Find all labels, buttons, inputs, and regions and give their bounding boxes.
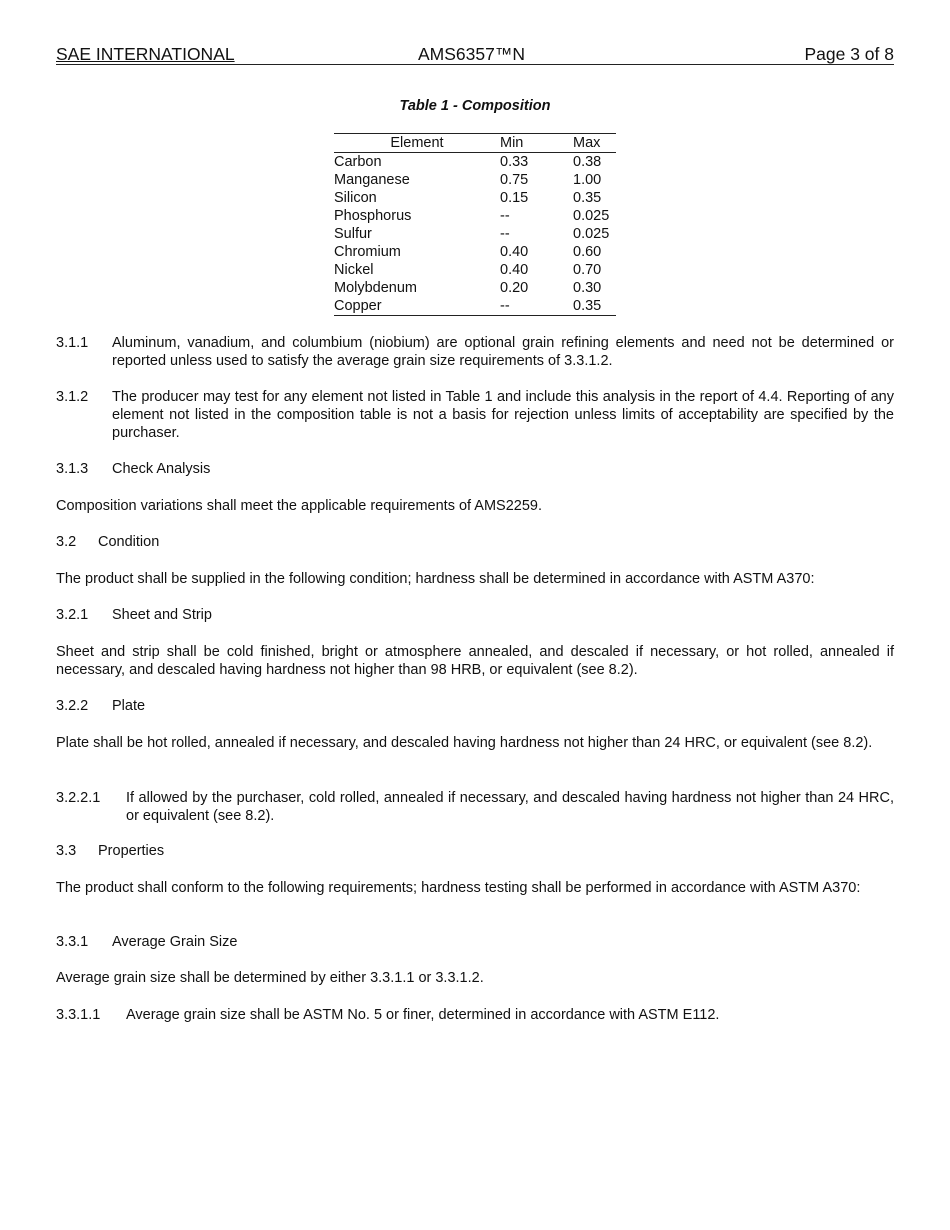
- section-number: 3.1.1: [56, 335, 89, 351]
- table-row: [334, 189, 616, 207]
- element-cell: Phosphorus: [334, 208, 412, 224]
- element-cell: Nickel: [334, 262, 374, 278]
- section-3-3-1-heading: [56, 933, 894, 951]
- element-cell: Silicon: [334, 190, 377, 206]
- page-header: [56, 44, 894, 65]
- max-cell: 1.00: [573, 172, 602, 188]
- min-cell: 0.75: [500, 172, 529, 188]
- section-number: 3.2: [56, 534, 77, 550]
- section-number: 3.1.3: [56, 461, 89, 477]
- paragraph-sheet-and-strip: Sheet and strip shall be cold finished, bright or atmosphere annealed, and descaled if necessary, or hot rolled, annealed if necessary, and descaled having hardness not higher than 98 HRB, or equivalent (see 8.2).: [56, 644, 894, 678]
- section-number: 3.2.1: [56, 607, 89, 623]
- section-number: 3.2.2: [56, 698, 89, 714]
- min-cell: --: [500, 226, 510, 242]
- element-cell: Sulfur: [334, 226, 372, 242]
- page-number: Page 3 of 8: [804, 44, 894, 64]
- column-header-element: Element: [334, 134, 500, 153]
- max-cell: 0.025: [573, 226, 610, 242]
- section-3-1-3-heading: [56, 460, 894, 478]
- section-3-2-2-heading: [56, 697, 894, 715]
- paragraph-average-grain-size: Average grain size shall be determined by either 3.3.1.1 or 3.3.1.2.: [56, 970, 484, 986]
- max-cell: 0.025: [573, 208, 610, 224]
- paragraph-condition: The product shall be supplied in the following condition; hardness shall be determined in accordance with ASTM A370:: [56, 571, 815, 587]
- min-cell: 0.33: [500, 154, 529, 170]
- table-row: [334, 243, 616, 261]
- table-row: [334, 153, 616, 172]
- section-title: Check Analysis: [112, 461, 211, 477]
- table-row: [334, 261, 616, 279]
- section-3-1-1: [56, 334, 894, 370]
- max-cell: 0.30: [573, 280, 602, 296]
- section-number: 3.2.2.1: [56, 790, 101, 806]
- section-number: 3.3.1.1: [56, 1007, 101, 1023]
- section-title: Condition: [98, 534, 160, 550]
- table-row: [334, 279, 616, 297]
- section-3-2-1-heading: [56, 606, 894, 624]
- element-cell: Copper: [334, 297, 500, 316]
- element-cell: Chromium: [334, 244, 401, 260]
- table-title: Table 1 - Composition: [399, 98, 551, 114]
- table-row: [334, 171, 616, 189]
- section-text: The producer may test for any element not listed in Table 1 and include this analysis in the report of 4.4. Reporting of any element not listed in the composition table is not a basis for rejection unless limits of acceptability are specified by the purchaser.: [112, 389, 894, 441]
- section-text: If allowed by the purchaser, cold rolled, annealed if necessary, and descaled having hardness not higher than 24 HRC, or equivalent (see 8.2).: [126, 790, 894, 824]
- min-cell: 0.15: [500, 190, 529, 206]
- max-cell: 0.60: [573, 244, 602, 260]
- document-number: AMS6357™N: [418, 44, 525, 64]
- min-cell: 0.20: [500, 280, 529, 296]
- max-cell: 0.38: [573, 154, 602, 170]
- max-cell: 0.35: [573, 297, 616, 316]
- section-title: Properties: [98, 843, 165, 859]
- column-header-max: Max: [573, 134, 616, 153]
- section-text: Aluminum, vanadium, and columbium (niobium) are optional grain refining elements and need not be determined or reported unless used to satisfy the average grain size requirements of 3.3.1.2.: [112, 335, 894, 369]
- min-cell: --: [500, 208, 510, 224]
- section-number: 3.1.2: [56, 389, 89, 405]
- composition-table: [334, 133, 616, 316]
- section-text: Average grain size shall be ASTM No. 5 or finer, determined in accordance with ASTM E112.: [126, 1007, 720, 1023]
- section-3-2-heading: [56, 533, 894, 551]
- section-number: 3.3: [56, 843, 77, 859]
- element-cell: Manganese: [334, 172, 410, 188]
- table-row: [334, 207, 616, 225]
- paragraph-plate: Plate shall be hot rolled, annealed if necessary, and descaled having hardness not higher than 24 HRC, or equivalent (see 8.2).: [56, 735, 873, 751]
- element-cell: Carbon: [334, 154, 382, 170]
- table-row: [334, 297, 616, 316]
- min-cell: --: [500, 297, 573, 316]
- section-title: Plate: [112, 698, 146, 714]
- table-row: [334, 225, 616, 243]
- paragraph-properties: The product shall conform to the following requirements; hardness testing shall be performed in accordance with ASTM A370:: [56, 880, 861, 896]
- element-cell: Molybdenum: [334, 280, 418, 296]
- section-3-3-1-1: [56, 1006, 894, 1024]
- section-title: Sheet and Strip: [112, 607, 212, 623]
- table-header-row: [334, 134, 616, 153]
- section-3-1-2: [56, 388, 894, 442]
- min-cell: 0.40: [500, 262, 529, 278]
- section-3-2-2-1: [56, 789, 894, 825]
- section-title: Average Grain Size: [112, 934, 238, 950]
- column-header-min: Min: [500, 134, 573, 153]
- publisher-name: SAE INTERNATIONAL: [56, 44, 235, 64]
- max-cell: 0.70: [573, 262, 602, 278]
- section-number: 3.3.1: [56, 934, 89, 950]
- max-cell: 0.35: [573, 190, 602, 206]
- min-cell: 0.40: [500, 244, 529, 260]
- paragraph-check-analysis: Composition variations shall meet the applicable requirements of AMS2259.: [56, 498, 543, 514]
- section-3-3-heading: [56, 842, 894, 860]
